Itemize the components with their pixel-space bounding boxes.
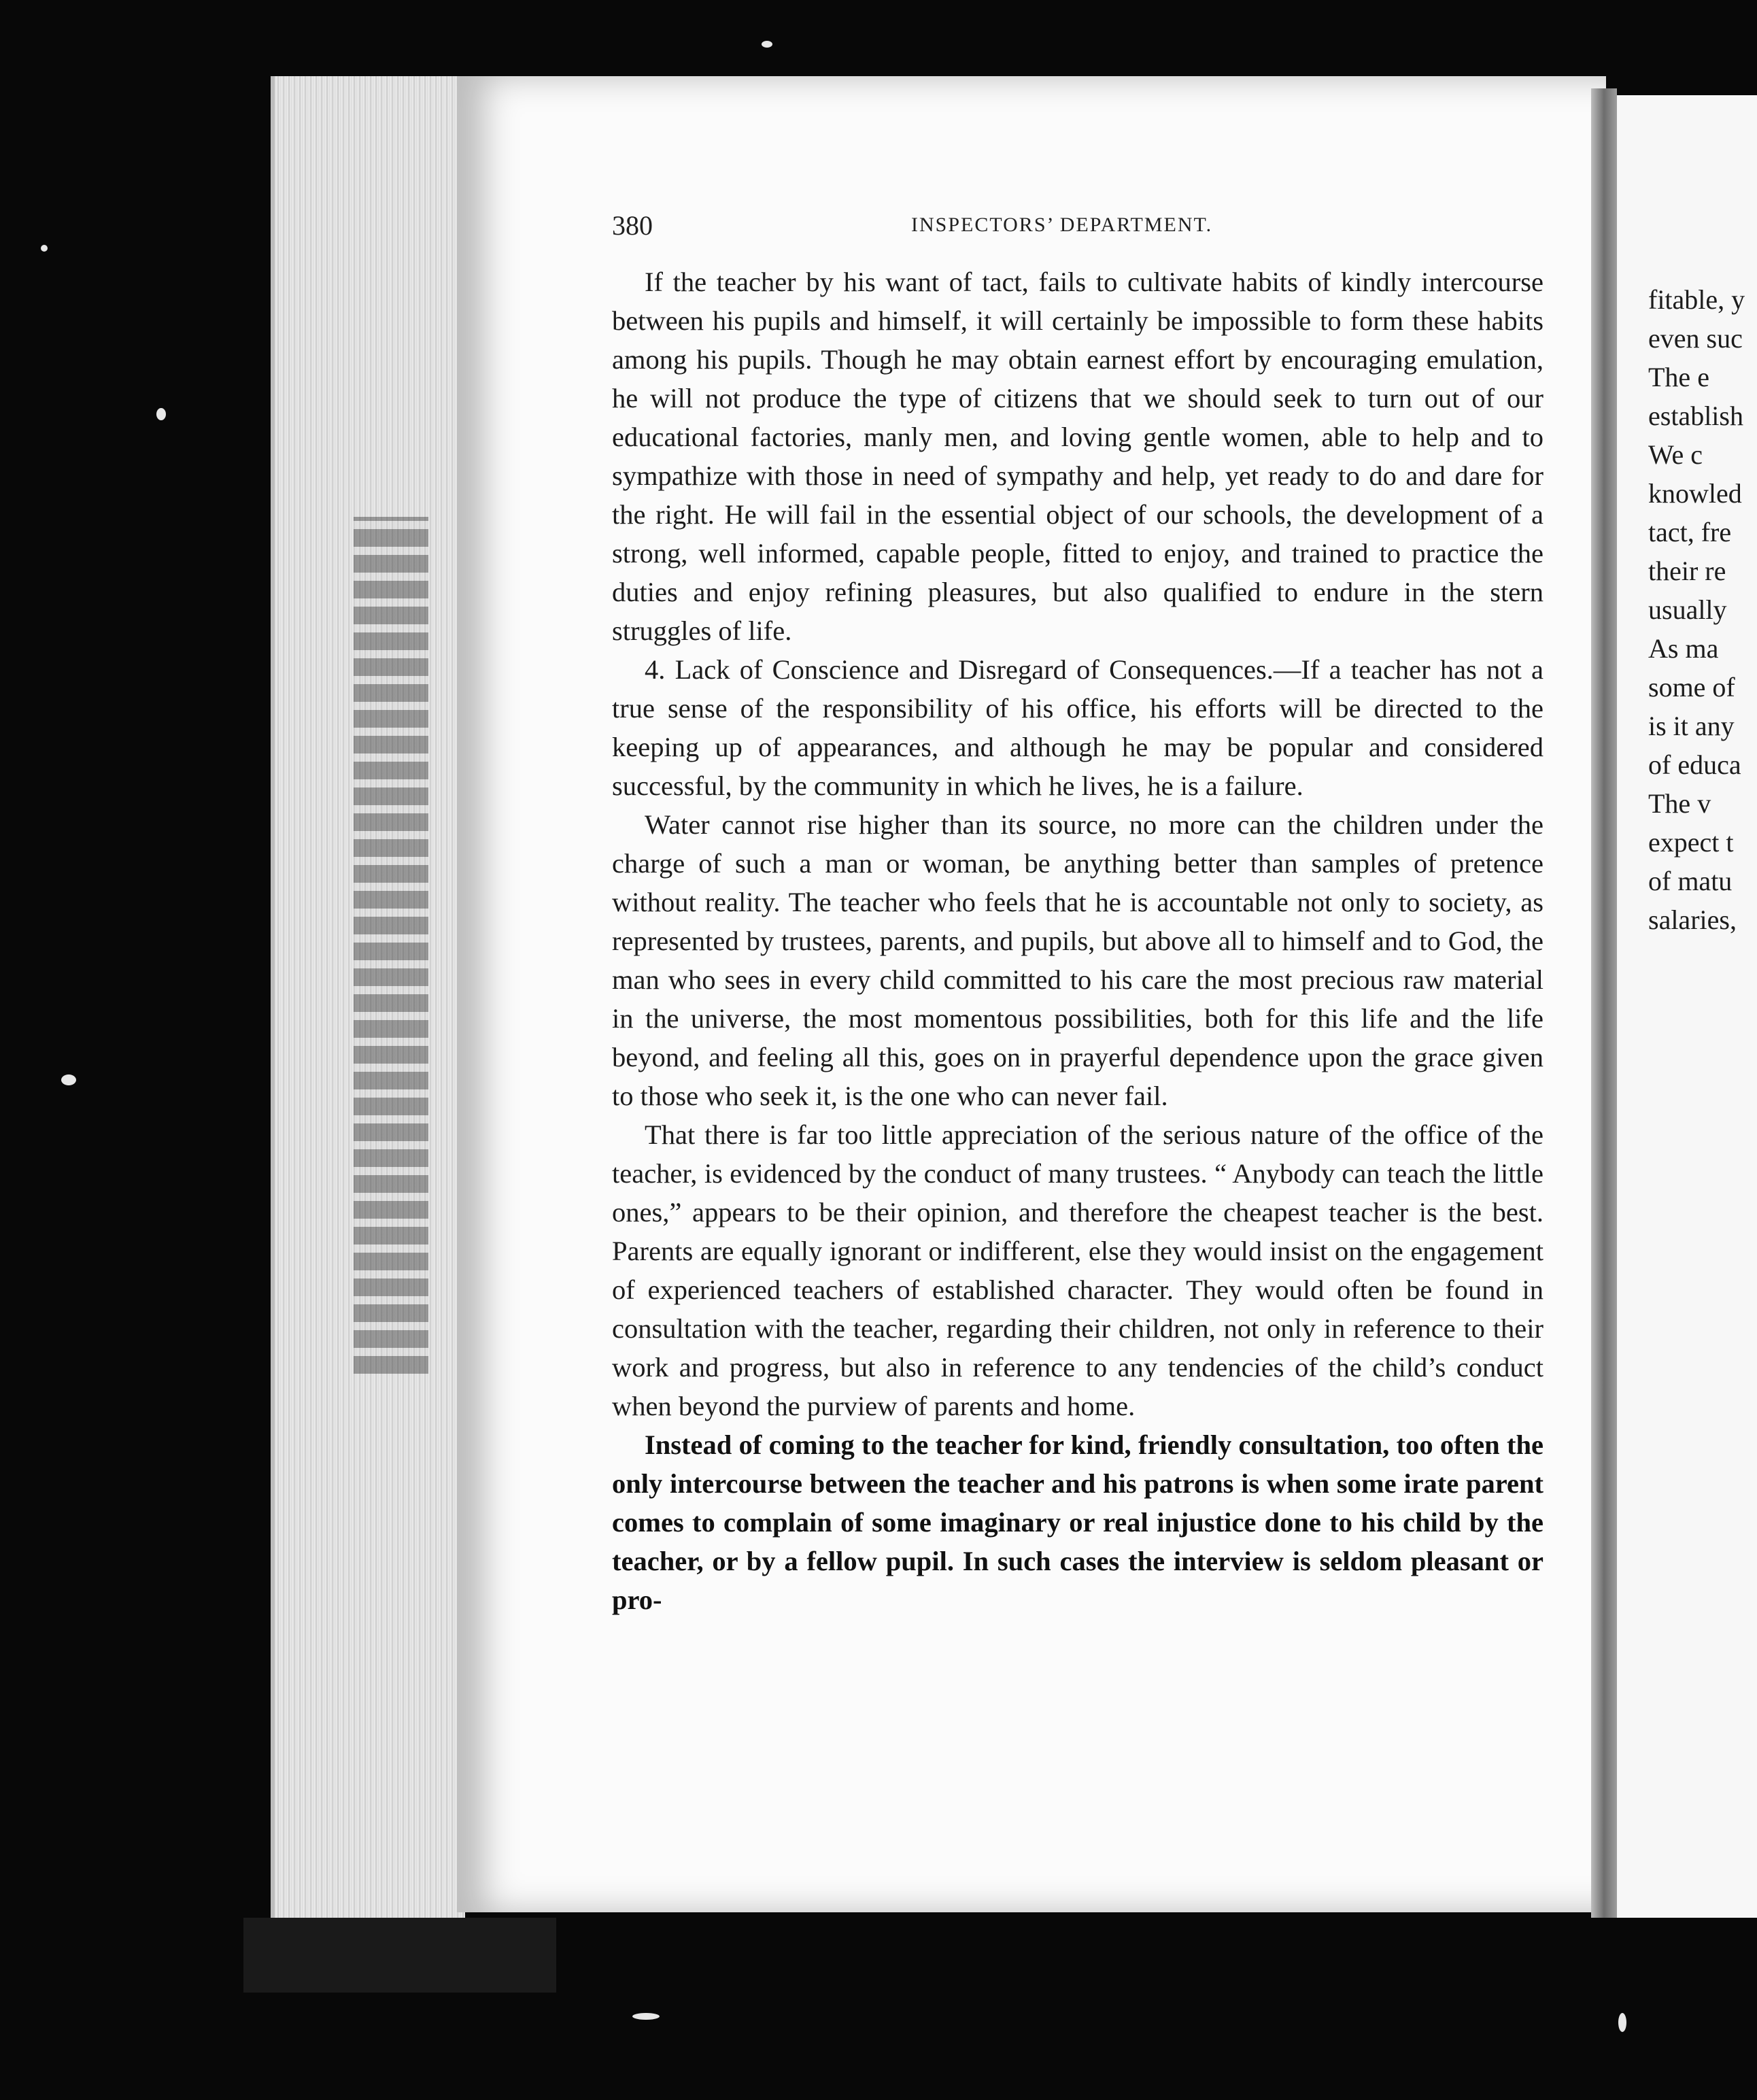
paragraph: 4. Lack of Conscience and Disregard of Consequences.—If a teacher has not a true sense of the responsibility of his office, his efforts will be directed to the keeping up of appearances, and although he may be popular and considered successful, by the community in which he lives, he is a failure. <box>612 654 1543 801</box>
film-speck <box>61 1074 76 1085</box>
text-fragment: even suc <box>1648 323 1743 354</box>
text-fragment: of educa <box>1648 749 1741 780</box>
text-fragment: some of <box>1648 672 1735 702</box>
film-speck <box>762 41 772 48</box>
film-speck <box>1618 2013 1626 2032</box>
text-fragment: As ma <box>1648 633 1719 664</box>
text-fragment: their re <box>1648 556 1726 586</box>
paragraph: Water cannot rise higher than its source, no more can the children under the charge of such a man or woman, be anything better than samples of pretence without reality. The teacher who feels that he is accountable not only to society, as represented by trustees, parents, and pupils, but above all to himself and to God, the man who sees in every child committed to his care the most precious raw material in the universe, the most momentous possibilities, both for this life and the life beyond, and feeling all this, goes on in prayerful dependence upon the grace given to those who seek it, is the one who can never fail. <box>612 809 1543 1111</box>
text-fragment: salaries, <box>1648 904 1737 935</box>
library-stamp <box>354 517 428 1374</box>
text-fragment: fitable, y <box>1648 284 1745 315</box>
running-head: INSPECTORS’ DEPARTMENT. <box>911 214 1213 236</box>
page-body <box>612 262 1543 1619</box>
text-fragment: usually <box>1648 594 1727 625</box>
book-gutter <box>1591 88 1617 1918</box>
film-speck <box>632 2013 660 2020</box>
film-speck <box>41 245 48 252</box>
text-fragment: The e <box>1648 362 1709 392</box>
text-fragment: is it any <box>1648 711 1735 741</box>
text-fragment: of matu <box>1648 866 1733 896</box>
text-fragment: The v <box>1648 788 1711 819</box>
text-fragment: establish <box>1648 401 1743 431</box>
text-fragment: knowled <box>1648 478 1742 509</box>
binding-shadow <box>243 1918 556 1993</box>
film-speck <box>156 408 166 420</box>
text-fragment: We c <box>1648 439 1703 470</box>
text-fragment: tact, fre <box>1648 517 1732 547</box>
paragraph: If the teacher by his want of tact, fails to cultivate habits of kindly intercourse between his pupils and himself, it will certainly be impossible to form these habits among his pupils. Though he may obtain earnest effort by encouraging emulation, he will not produce the type of citizens that we should seek to turn out of our educational factories, manly men, and loving gentle women, able to help and to sympathize with those in need of sympathy and help, yet ready to do and dare for the right. He will fail in the essential object of our schools, the development of a strong, well informed, capable people, fitted to enjoy, and trained to practice the duties and enjoy refining pleasures, but also qualified to endure in the stern struggles of life. <box>612 267 1543 646</box>
page-number: 380 <box>612 210 653 241</box>
paragraph: Instead of coming to the teacher for kind, friendly consultation, too often the only intercourse between the teacher and his patrons is when some irate parent comes to complain of some imaginary or real injustice done to his child by the teacher, or by a fellow pupil. In such cases the interview is seldom pleasant or pro- <box>612 1429 1543 1615</box>
page-header <box>612 209 1550 243</box>
next-page-text <box>1648 280 1757 939</box>
paragraph: That there is far too little appreciation of the serious nature of the office of the teacher, is evidenced by the conduct of many trustees. “ Anybody can teach the little ones,” appears to be their opinion, and therefore the cheapest teacher is the best. Parents are equally ignorant or indifferent, else they would insist on the engagement of experienced teachers of established character. They would often be found in consultation with the teacher, regarding their children, not only in reference to their work and progress, but also in reference to any tendencies of the child’s conduct when beyond the purview of parents and home. <box>612 1119 1543 1421</box>
text-fragment: expect t <box>1648 827 1734 858</box>
